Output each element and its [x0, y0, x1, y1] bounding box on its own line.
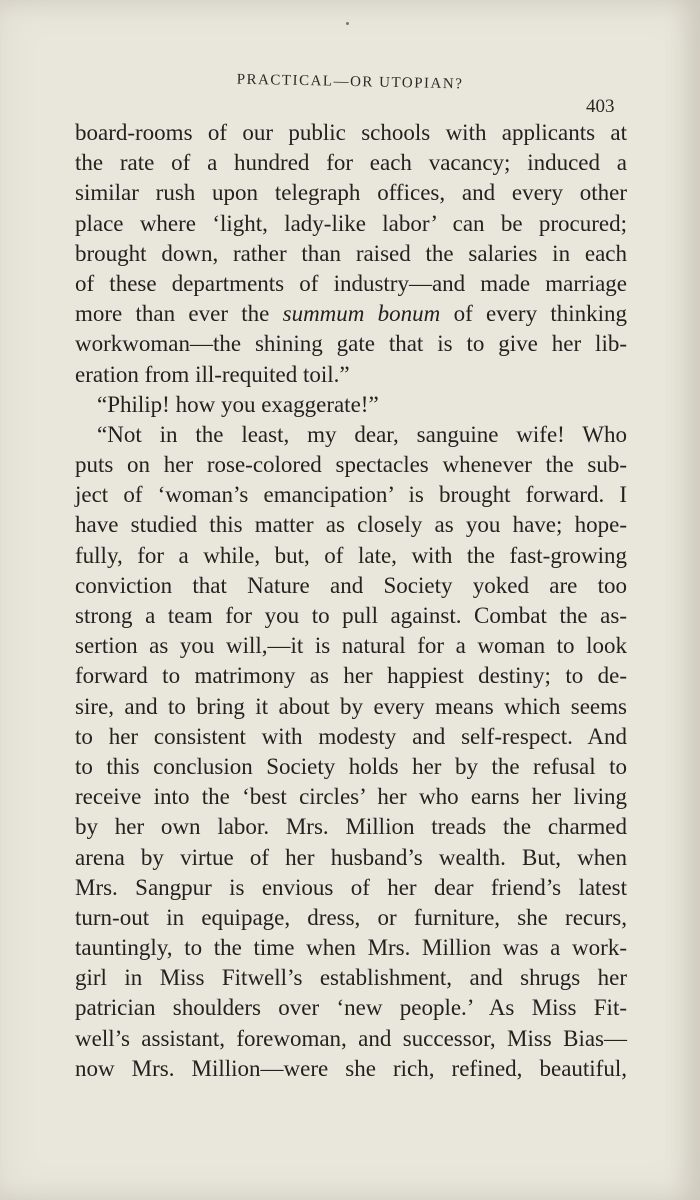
text-line: forward to matrimony as her happiest destiny; to de-	[75, 663, 627, 689]
text-line: “Philip! how you exaggerate!”	[97, 391, 379, 417]
text-line: eration from ill-requited toil.”	[75, 361, 350, 387]
text-line: receive into the ‘best circles’ her who earns her living	[75, 784, 627, 810]
text-line: workwoman—the shining gate that is to give her lib-	[75, 331, 627, 357]
text-line: fully, for a while, but, of late, with the fast-growing	[75, 542, 627, 568]
text-line: girl in Miss Fitwell’s establishment, and shrugs her	[75, 965, 627, 991]
running-head: PRACTICAL—OR UTOPIAN?	[236, 71, 464, 93]
text-line: brought down, rather than raised the salaries in each	[75, 240, 627, 266]
text-line: of these departments of industry—and made marriage	[75, 270, 627, 296]
text-line: arena by virtue of her husband’s wealth. But, when	[75, 844, 627, 870]
italic-phrase: summum bonum	[282, 301, 441, 327]
text-line: place where ‘light, lady-like labor’ can be procured;	[75, 210, 627, 236]
text-line: tauntingly, to the time when Mrs. Million was a work-	[75, 935, 627, 961]
text-line: now Mrs. Million—were she rich, refined, beautiful,	[75, 1055, 627, 1081]
text-line: by her own labor. Mrs. Million treads the charmed	[75, 814, 627, 840]
text-line: have studied this matter as closely as you have; hope-	[75, 512, 627, 538]
text-line: turn-out in equipage, dress, or furniture, she recurs,	[75, 904, 627, 930]
text-line: to her consistent with modesty and self-respect. And	[75, 723, 627, 749]
text-line: similar rush upon telegraph offices, and every other	[75, 180, 627, 206]
text-line: ject of ‘woman’s emancipation’ is brought forward. I	[75, 482, 627, 508]
text-line: sire, and to bring it about by every means which seems	[75, 693, 627, 719]
text-line: Mrs. Sangpur is envious of her dear friend’s latest	[75, 874, 627, 900]
text-line: patrician shoulders over ‘new people.’ As Miss Fit-	[75, 995, 627, 1021]
page-number: 403	[586, 96, 615, 117]
text-line: conviction that Nature and Society yoked are too	[75, 572, 627, 598]
text-line-with-italic: more than ever the summum bonum of every thinking	[75, 301, 628, 327]
text-line: board-rooms of our public schools with applicants at	[75, 120, 627, 145]
body-text	[75, 118, 627, 1084]
text-line: puts on her rose-colored spectacles whenever the sub-	[75, 452, 627, 478]
text-line: sertion as you will,—it is natural for a woman to look	[75, 633, 627, 659]
paper-speck	[346, 22, 349, 25]
text-line: the rate of a hundred for each vacancy; induced a	[75, 150, 627, 176]
text-line: well’s assistant, forewoman, and successor, Miss Bias—	[75, 1025, 627, 1051]
text-line: “Not in the least, my dear, sanguine wife! Who	[97, 421, 627, 447]
text-line: to this conclusion Society holds her by the refusal to	[75, 753, 627, 779]
text-line: strong a team for you to pull against. Combat the as-	[75, 603, 627, 628]
